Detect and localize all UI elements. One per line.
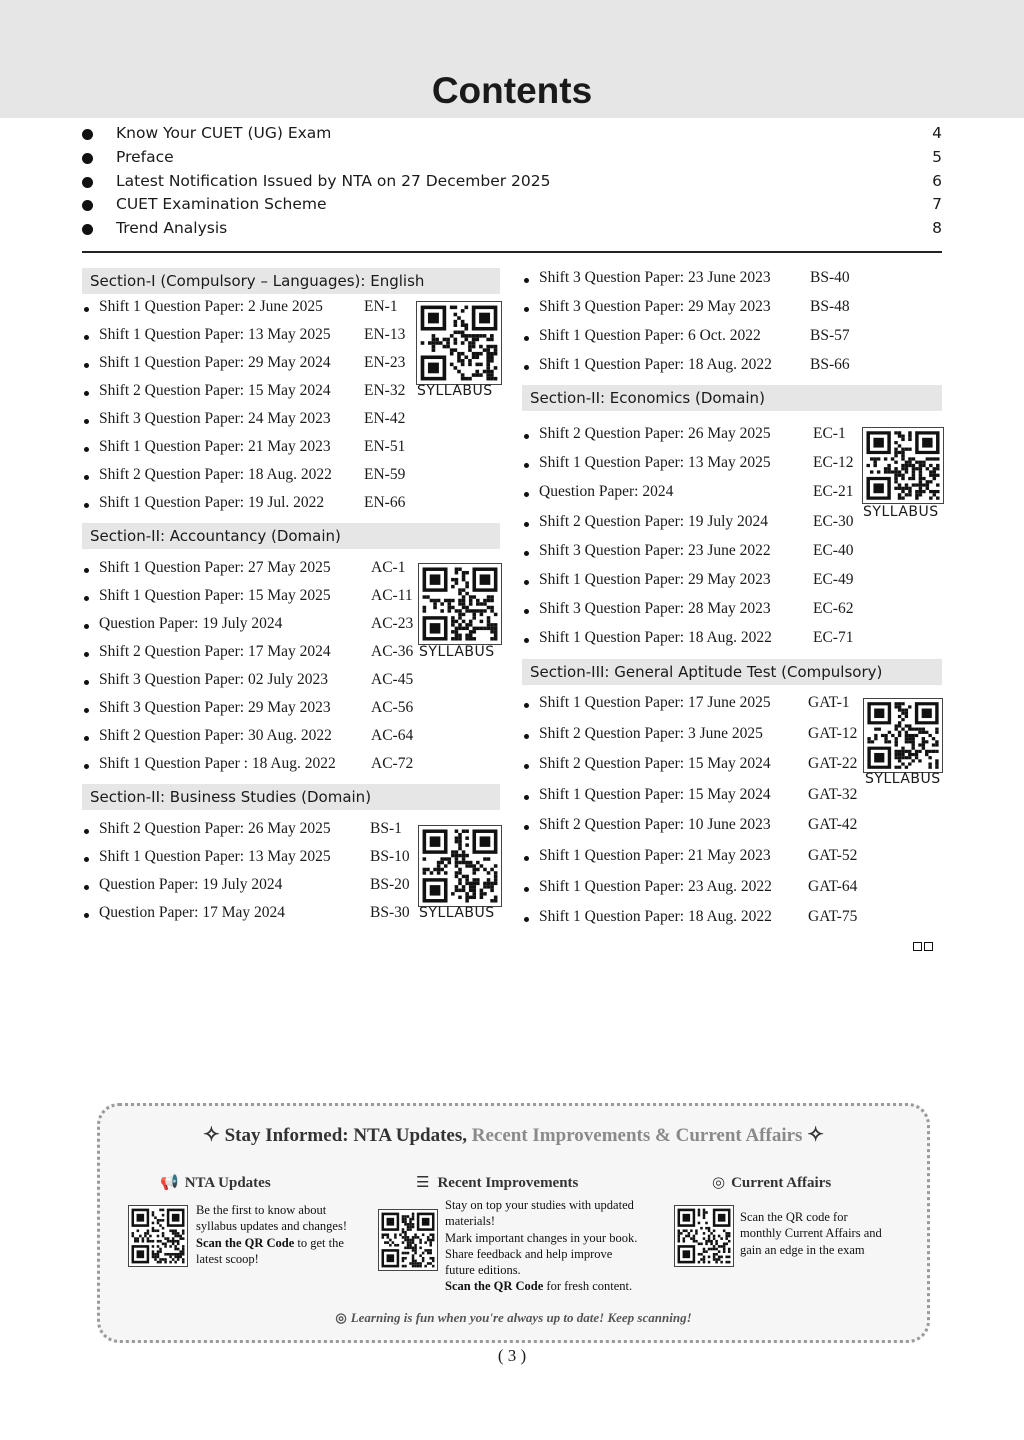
bullet-icon	[82, 224, 93, 235]
toc-entry-title: Shift 2 Question Paper: 19 July 2024	[539, 512, 769, 530]
intro-item[interactable]: Preface 5	[82, 146, 942, 170]
bullet-icon	[84, 447, 89, 452]
section-heading-economics: Section-II: Economics (Domain)	[522, 385, 942, 411]
qr-code-gat[interactable]	[863, 698, 943, 773]
toc-entry-code: BS-40	[810, 269, 850, 286]
syllabus-label: SYLLABUS	[419, 644, 495, 660]
bullet-icon	[524, 551, 529, 556]
bullet-icon	[524, 917, 529, 922]
toc-entry-title: Shift 3 Question Paper: 29 May 2023	[99, 699, 331, 716]
stack-icon: ☰	[416, 1175, 430, 1191]
bullet-icon	[84, 624, 89, 629]
toc-entry-title: Shift 1 Question Paper: 13 May 2025	[539, 454, 771, 472]
qr-pattern	[863, 428, 943, 503]
toc-entry-title: Shift 2 Question Paper: 10 June 2023	[539, 816, 771, 834]
bullet-icon	[84, 885, 89, 890]
updates-box-title: ✧ Stay Informed: NTA Updates, Recent Improvements & Current Affairs ✧	[203, 1124, 824, 1146]
bullet-icon	[524, 856, 529, 861]
intro-item[interactable]: Latest Notification Issued by NTA on 27 December 2025 6	[82, 170, 942, 194]
toc-entry-code: EN-42	[364, 410, 406, 427]
toc-entry-title: Shift 2 Question Paper: 30 Aug. 2022	[99, 727, 332, 744]
qr-code-economics[interactable]	[862, 427, 944, 504]
nta-updates-heading: 📢 NTA Updates	[160, 1175, 271, 1191]
toc-entry-title: Shift 1 Question Paper: 18 Aug. 2022	[539, 356, 772, 373]
toc-entry-title: Question Paper: 19 July 2024	[99, 876, 283, 893]
bullet-icon	[84, 568, 89, 573]
toc-entry-code: EN-1	[364, 298, 398, 315]
qr-pattern	[417, 302, 501, 384]
page-title: Contents	[431, 70, 593, 111]
toc-entry-code: EN-66	[364, 494, 406, 511]
sparkle-icon: ✧	[807, 1124, 824, 1146]
toc-entry-code: GAT-32	[808, 785, 858, 803]
syllabus-label: SYLLABUS	[417, 383, 493, 399]
target-icon: ◎	[335, 1310, 347, 1325]
bullet-icon	[524, 365, 529, 370]
toc-entry-title: Shift 1 Question Paper: 6 Oct. 2022	[539, 327, 761, 344]
toc-entry-code: GAT-22	[808, 755, 858, 773]
toc-entry-code: EN-32	[364, 382, 406, 399]
bullet-icon	[82, 177, 93, 188]
bullet-icon	[524, 522, 529, 527]
qr-code-accountancy[interactable]	[418, 563, 502, 645]
bullet-icon	[524, 580, 529, 585]
nta-updates-text: Be the first to know about syllabus updates and changes! Scan the QR Code to get the latest scoop!	[196, 1203, 348, 1266]
toc-entry-code: AC-1	[371, 559, 406, 576]
toc-entry-title: Shift 3 Question Paper: 29 May 2023	[539, 298, 771, 315]
toc-entry-title: Shift 2 Question Paper: 18 Aug. 2022	[99, 466, 332, 483]
toc-entry-code: EN-13	[364, 326, 406, 343]
divider	[82, 251, 942, 253]
bullet-icon	[524, 887, 529, 892]
qr-pattern	[419, 826, 501, 906]
qr-pattern	[675, 1206, 733, 1266]
bullet-icon	[84, 680, 89, 685]
bullet-icon	[524, 434, 529, 439]
recent-improvements-text: Stay on top your studies with updated materials! Mark important changes in your book. Share feedback and help improve future editions. Scan the QR Code for fresh content.	[445, 1198, 638, 1294]
updates-box	[97, 1103, 930, 1343]
toc-entry-title: Shift 3 Question Paper: 23 June 2022	[539, 541, 771, 559]
qr-code-recent-improvements[interactable]	[378, 1209, 438, 1271]
toc-entry-code: GAT-52	[808, 847, 858, 864]
toc-entry-code: EN-23	[364, 354, 406, 371]
bullet-icon	[524, 734, 529, 739]
toc-entry-title: Shift 2 Question Paper: 26 May 2025	[99, 820, 331, 837]
bullet-icon	[524, 278, 529, 283]
bullet-icon	[524, 703, 529, 708]
toc-entry-title: Shift 1 Question Paper: 29 May 2024	[99, 354, 331, 371]
toc-entry-code: BS-30	[370, 904, 410, 921]
bullet-icon	[524, 463, 529, 468]
bullet-icon	[84, 652, 89, 657]
toc-entry-code: BS-1	[370, 820, 402, 837]
toc-entry-title: Shift 2 Question Paper: 3 June 2025	[539, 724, 763, 742]
bullet-icon	[84, 829, 89, 834]
toc-entry-code: AC-23	[371, 615, 414, 632]
toc-entry-code: AC-45	[371, 671, 414, 688]
toc-entry-code: EC-30	[813, 512, 854, 530]
toc-entry-title: Question Paper: 17 May 2024	[99, 904, 285, 921]
bullet-icon	[84, 307, 89, 312]
bullet-icon	[524, 609, 529, 614]
toc-entry-code: EC-40	[813, 541, 854, 559]
section-heading-english: Section-I (Compulsory – Languages): English	[82, 268, 500, 294]
toc-entry-title: Shift 1 Question Paper: 23 Aug. 2022	[539, 877, 772, 895]
bullet-icon	[82, 129, 93, 140]
toc-entry-title: Shift 1 Question Paper: 13 May 2025	[99, 326, 331, 343]
megaphone-icon: 📢	[160, 1175, 179, 1191]
bullet-icon	[84, 708, 89, 713]
toc-entry-title: Question Paper: 2024	[539, 483, 674, 501]
toc-entry-code: AC-36	[371, 643, 414, 660]
toc-entry-title: Shift 1 Question Paper: 18 Aug. 2022	[539, 908, 772, 926]
bullet-icon	[84, 913, 89, 918]
toc-entry-code: BS-20	[370, 876, 410, 893]
current-affairs-heading: ◎ Current Affairs	[712, 1175, 832, 1191]
recent-improvements-heading: ☰ Recent Improvements	[416, 1175, 579, 1191]
bullet-icon	[524, 307, 529, 312]
toc-entry-code: BS-48	[810, 298, 850, 315]
toc-entry-title: Shift 1 Question Paper: 13 May 2025	[99, 848, 331, 865]
target-icon: ◎	[712, 1175, 726, 1191]
bullet-icon	[84, 764, 89, 769]
intro-item[interactable]: CUET Examination Scheme 7	[82, 193, 942, 217]
toc-entry-code: EC-49	[813, 571, 854, 588]
toc-entry-code: GAT-12	[808, 724, 858, 742]
qr-code-nta-updates[interactable]	[128, 1205, 188, 1267]
section-heading-accountancy: Section-II: Accountancy (Domain)	[82, 523, 500, 549]
toc-entry-code: BS-66	[810, 356, 850, 373]
toc-entry-title: Question Paper: 19 July 2024	[99, 615, 283, 632]
toc-entry-title: Shift 1 Question Paper: 18 Aug. 2022	[539, 629, 772, 647]
toc-entry-title: Shift 2 Question Paper: 17 May 2024	[99, 643, 331, 660]
bullet-icon	[524, 795, 529, 800]
qr-pattern	[419, 564, 501, 644]
toc-entry-code: AC-56	[371, 699, 414, 716]
bullet-icon	[524, 492, 529, 497]
bullet-icon	[84, 335, 89, 340]
toc-entry-title: Shift 3 Question Paper: 24 May 2023	[99, 410, 331, 427]
bullet-icon	[84, 857, 89, 862]
section-heading-gat: Section-III: General Aptitude Test (Compulsory)	[522, 659, 942, 685]
toc-entry-code: AC-72	[371, 755, 414, 772]
toc-entry-title: Shift 1 Question Paper: 27 May 2025	[99, 559, 331, 576]
toc-entry-code: EC-1	[813, 425, 846, 442]
toc-entry-title: Shift 1 Question Paper: 15 May 2025	[99, 587, 331, 604]
toc-entry-title: Shift 2 Question Paper: 15 May 2024	[539, 755, 771, 773]
syllabus-label: SYLLABUS	[865, 771, 941, 787]
qr-code-english[interactable]	[416, 301, 502, 385]
toc-entry-title: Shift 3 Question Paper: 28 May 2023	[539, 600, 771, 618]
toc-entry-title: Shift 1 Question Paper : 18 Aug. 2022	[99, 755, 336, 772]
current-affairs-text: Scan the QR code for monthly Current Affairs and gain an edge in the exam	[740, 1210, 882, 1257]
qr-pattern	[379, 1210, 437, 1270]
toc-entry-code: GAT-42	[808, 816, 858, 834]
bullet-icon	[84, 363, 89, 368]
qr-pattern	[129, 1206, 187, 1266]
end-mark	[913, 940, 935, 954]
toc-entry-title: Shift 1 Question Paper: 21 May 2023	[539, 847, 771, 864]
toc-entry-title: Shift 1 Question Paper: 2 June 2025	[99, 298, 323, 315]
toc-entry-title: Shift 1 Question Paper: 29 May 2023	[539, 571, 771, 588]
syllabus-label: SYLLABUS	[419, 905, 495, 921]
bullet-icon	[84, 736, 89, 741]
bullet-icon	[82, 200, 93, 211]
toc-entry-code: BS-57	[810, 327, 850, 344]
syllabus-label: SYLLABUS	[863, 504, 939, 520]
toc-entry-title: Shift 2 Question Paper: 15 May 2024	[99, 382, 331, 399]
toc-entry-code: EN-59	[364, 466, 406, 483]
intro-item[interactable]: Trend Analysis 8	[82, 217, 942, 241]
toc-entry-code: BS-10	[370, 848, 410, 865]
toc-entry-title: Shift 1 Question Paper: 21 May 2023	[99, 438, 331, 455]
toc-entry-code: GAT-75	[808, 908, 858, 926]
qr-code-business[interactable]	[418, 825, 502, 907]
toc-entry-code: EC-21	[813, 483, 854, 501]
toc-entry-code: EN-51	[364, 438, 406, 455]
bullet-icon	[84, 419, 89, 424]
bullet-icon	[82, 153, 93, 164]
tagline: ◎ Learning is fun when you're always up to date! Keep scanning!	[335, 1310, 692, 1325]
section-heading-business: Section-II: Business Studies (Domain)	[82, 784, 500, 810]
bullet-icon	[524, 764, 529, 769]
bullet-icon	[84, 503, 89, 508]
toc-entry-title: Shift 1 Question Paper: 19 Jul. 2022	[99, 494, 325, 511]
intro-item[interactable]: Know Your CUET (UG) Exam 4	[82, 122, 942, 146]
intro-list	[82, 122, 942, 241]
bullet-icon	[524, 825, 529, 830]
toc-entry-code: AC-11	[371, 587, 413, 604]
bullet-icon	[524, 638, 529, 643]
toc-entry-code: EC-62	[813, 600, 854, 618]
bullet-icon	[84, 475, 89, 480]
sparkle-icon: ✧	[203, 1124, 220, 1146]
bullet-icon	[84, 391, 89, 396]
bullet-icon	[524, 336, 529, 341]
toc-entry-title: Shift 3 Question Paper: 23 June 2023	[539, 269, 771, 286]
page-number: ( 3 )	[497, 1346, 527, 1365]
toc-entry-title: Shift 1 Question Paper: 17 June 2025	[539, 694, 771, 711]
toc-entry-title: Shift 1 Question Paper: 15 May 2024	[539, 785, 771, 803]
toc-entry-code: AC-64	[371, 727, 414, 744]
toc-entry-title: Shift 2 Question Paper: 26 May 2025	[539, 425, 771, 442]
toc-entry-title: Shift 3 Question Paper: 02 July 2023	[99, 671, 329, 688]
toc-entry-code: EC-12	[813, 454, 854, 472]
toc-entry-code: EC-71	[813, 629, 854, 647]
bullet-icon	[84, 596, 89, 601]
toc-entry-code: GAT-64	[808, 877, 858, 895]
qr-pattern	[864, 699, 942, 772]
qr-code-current-affairs[interactable]	[674, 1205, 734, 1267]
toc-entry-code: GAT-1	[808, 694, 850, 711]
